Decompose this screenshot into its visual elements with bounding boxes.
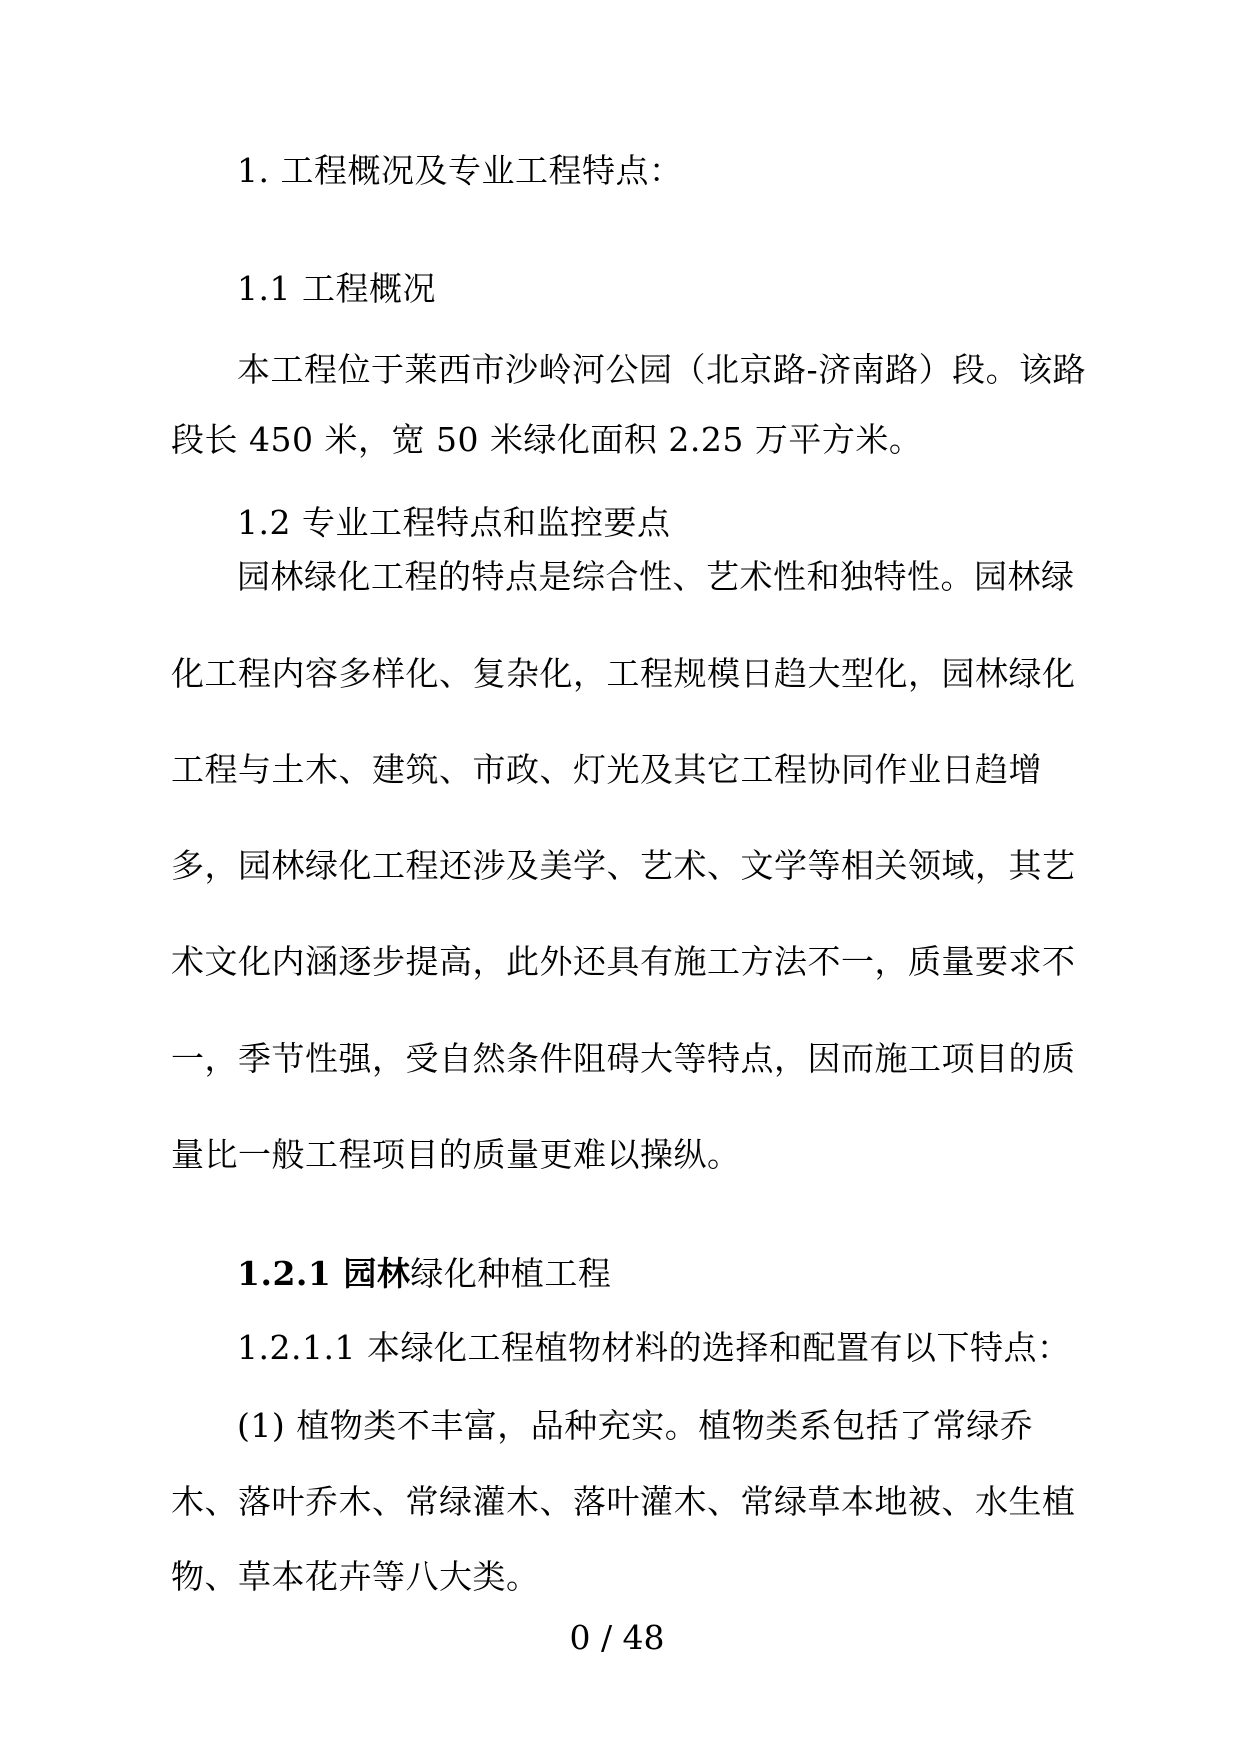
features-paragraph-line-3: 工程与土木、建筑、市政、灯光及其它工程协同作业日趋增 bbox=[171, 750, 1042, 789]
page-footer bbox=[0, 1618, 1234, 1657]
plants-paragraph-line-3: 物、草本花卉等八大类。 bbox=[171, 1557, 540, 1596]
overview-paragraph-line-2: 段长 450 米，宽 50 米绿化面积 2.25 万平方米。 bbox=[171, 420, 923, 459]
plants-paragraph-line-1: (1) 植物类不丰富，品种充实。植物类系包括了常绿乔 bbox=[237, 1406, 1034, 1445]
heading-1-2: 1.2 专业工程特点和监控要点 bbox=[237, 503, 671, 542]
heading-1-2-1-1: 1.2.1.1 本绿化工程植物材料的选择和配置有以下特点： bbox=[237, 1328, 1071, 1367]
features-paragraph-line-1: 园林绿化工程的特点是综合性、艺术性和独特性。园林绿 bbox=[237, 557, 1075, 596]
plants-paragraph-line-2: 木、落叶乔木、常绿灌木、落叶灌木、常绿草本地被、水生植 bbox=[171, 1482, 1076, 1521]
features-paragraph-line-4: 多，园林绿化工程还涉及美学、艺术、文学等相关领域，其艺 bbox=[171, 846, 1076, 885]
heading-1-2-1 bbox=[237, 1253, 611, 1294]
features-paragraph-line-5: 术文化内涵逐步提高，此外还具有施工方法不一，质量要求不 bbox=[171, 942, 1076, 981]
heading-1-2-1-rest-text: 绿化种植工程 bbox=[410, 1254, 612, 1293]
overview-paragraph-line-1: 本工程位于莱西市沙岭河公园（北京路-济南路）段。该路 bbox=[237, 350, 1087, 389]
features-paragraph-line-6: 一，季节性强，受自然条件阻碍大等特点，因而施工项目的质 bbox=[171, 1039, 1076, 1078]
features-paragraph-line-2: 化工程内容多样化、复杂化，工程规模日趋大型化，园林绿化 bbox=[171, 654, 1076, 693]
page-indicator: 0 / 48 bbox=[569, 1618, 665, 1657]
heading-1-1: 1.1 工程概况 bbox=[237, 269, 436, 308]
heading-1: 1. 工程概况及专业工程特点： bbox=[237, 151, 683, 190]
heading-1-2-1-number: 1.2.1 bbox=[237, 1254, 344, 1293]
features-paragraph-line-7: 量比一般工程项目的质量更难以操纵。 bbox=[171, 1135, 741, 1174]
heading-1-2-1-bold-text: 园林 bbox=[343, 1254, 411, 1293]
